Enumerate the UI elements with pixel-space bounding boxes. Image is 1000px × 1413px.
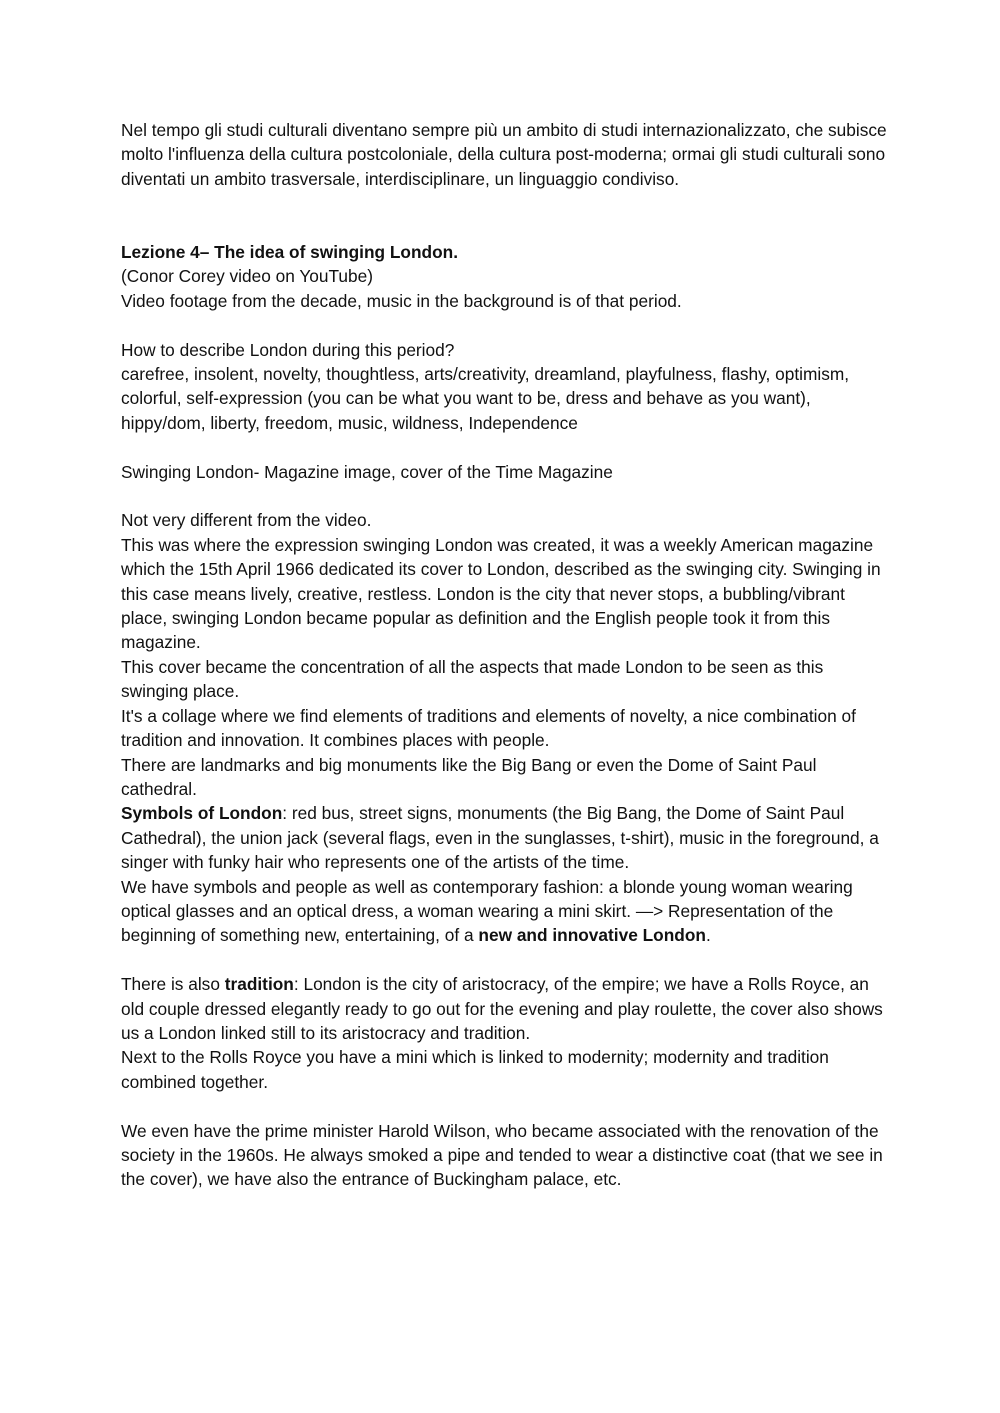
fashion-end: . [705, 925, 711, 946]
tradition-prefix: There is also [121, 974, 225, 995]
fashion-text: We have symbols and people as well as contemporary fashion: a blonde young woman wearing optical glasses and an optical dress, a woman wearing a mini skirt. —> Representation of the beginning of something new, entertaining, of a [121, 876, 853, 946]
question-paragraph: How to describe London during this period? [121, 339, 455, 360]
intro-paragraph: Nel tempo gli studi culturali diventano sempre più un ambito di studi internazionalizzato, che subisce molto l'influenza della cultura postcoloniale, della cultura post-moderna; ormai gli studi culturali sono diventati un ambito trasversale, interdisciplinare, un linguaggio condiviso. [121, 120, 887, 189]
wilson-paragraph: We even have the prime minister Harold Wilson, who became associated with the renovation of the society in the 1960s. He always smoked a pipe and tended to wear a distinctive coat (that we see in the cover), we have also the entrance of Buckingham palace, etc. [121, 1120, 883, 1190]
rolls-paragraph: Next to the Rolls Royce you have a mini which is linked to modernity; modernity and tradition combined together. [121, 1047, 829, 1092]
spacer [121, 1094, 891, 1118]
lesson-heading [121, 240, 891, 264]
spacer [121, 313, 891, 337]
concentration-paragraph: This cover became the concentration of all the aspects that made London to be seen as this swinging place. [121, 656, 824, 702]
lesson-video-note: Video footage from the decade, music in the background is of that period. [121, 290, 682, 311]
magazine-title: Swinging London- Magazine image, cover of the Time Magazine [121, 461, 613, 482]
fashion-paragraph [121, 875, 891, 948]
tradition-paragraph [121, 972, 891, 1045]
tradition-text: : London is the city of aristocracy, of the empire; we have a Rolls Royce, an old couple dressed elegantly ready to go out for the evening and play roulette, the cover also shows us a London linked still to its aristocracy and tradition. [121, 974, 883, 1043]
not-different-paragraph: Not very different from the video. [121, 510, 372, 531]
expression-paragraph: This was where the expression swinging London was created, it was a weekly American magazine which the 15th April 1966 dedicated its cover to London, described as the swinging city. Swinging in this case means lively, creative, restless. London is the city that never stops, a bubbling/vibrant place, swinging London became popular as definition and the English people took it from this magazine. [121, 534, 881, 653]
spacer [121, 191, 891, 240]
symbols-paragraph [121, 801, 891, 874]
spacer [121, 435, 891, 459]
spacer [121, 484, 891, 508]
symbols-label: Symbols of London [121, 803, 283, 824]
tradition-bold: tradition [224, 974, 294, 995]
lesson-source: (Conor Corey video on YouTube) [121, 266, 374, 287]
lesson-heading-text: Lezione 4– The idea of swinging London. [121, 242, 458, 263]
fashion-bold: new and innovative London [478, 925, 706, 946]
landmarks-paragraph: There are landmarks and big monuments like the Big Bang or even the Dome of Saint Paul cathedral. [121, 754, 817, 799]
document-body [121, 118, 891, 1192]
spacer [121, 948, 891, 972]
collage-paragraph: It's a collage where we find elements of traditions and elements of novelty, a nice combination of tradition and innovation. It combines places with people. [121, 705, 856, 751]
symbols-text: : red bus, street signs, monuments (the Big Bang, the Dome of Saint Paul Cathedral), the union jack (several flags, even in the sunglasses, t-shirt), music in the foreground, a singer with funky hair who represents one of the artists of the time. [121, 803, 879, 873]
adjectives-paragraph: carefree, insolent, novelty, thoughtless, arts/creativity, dreamland, playfulness, flashy, optimism, colorful, self-expression (you can be what you want to be, dress and behave as you want), hippy/dom, liberty, freedom, music, wildness, Independence [121, 364, 850, 433]
